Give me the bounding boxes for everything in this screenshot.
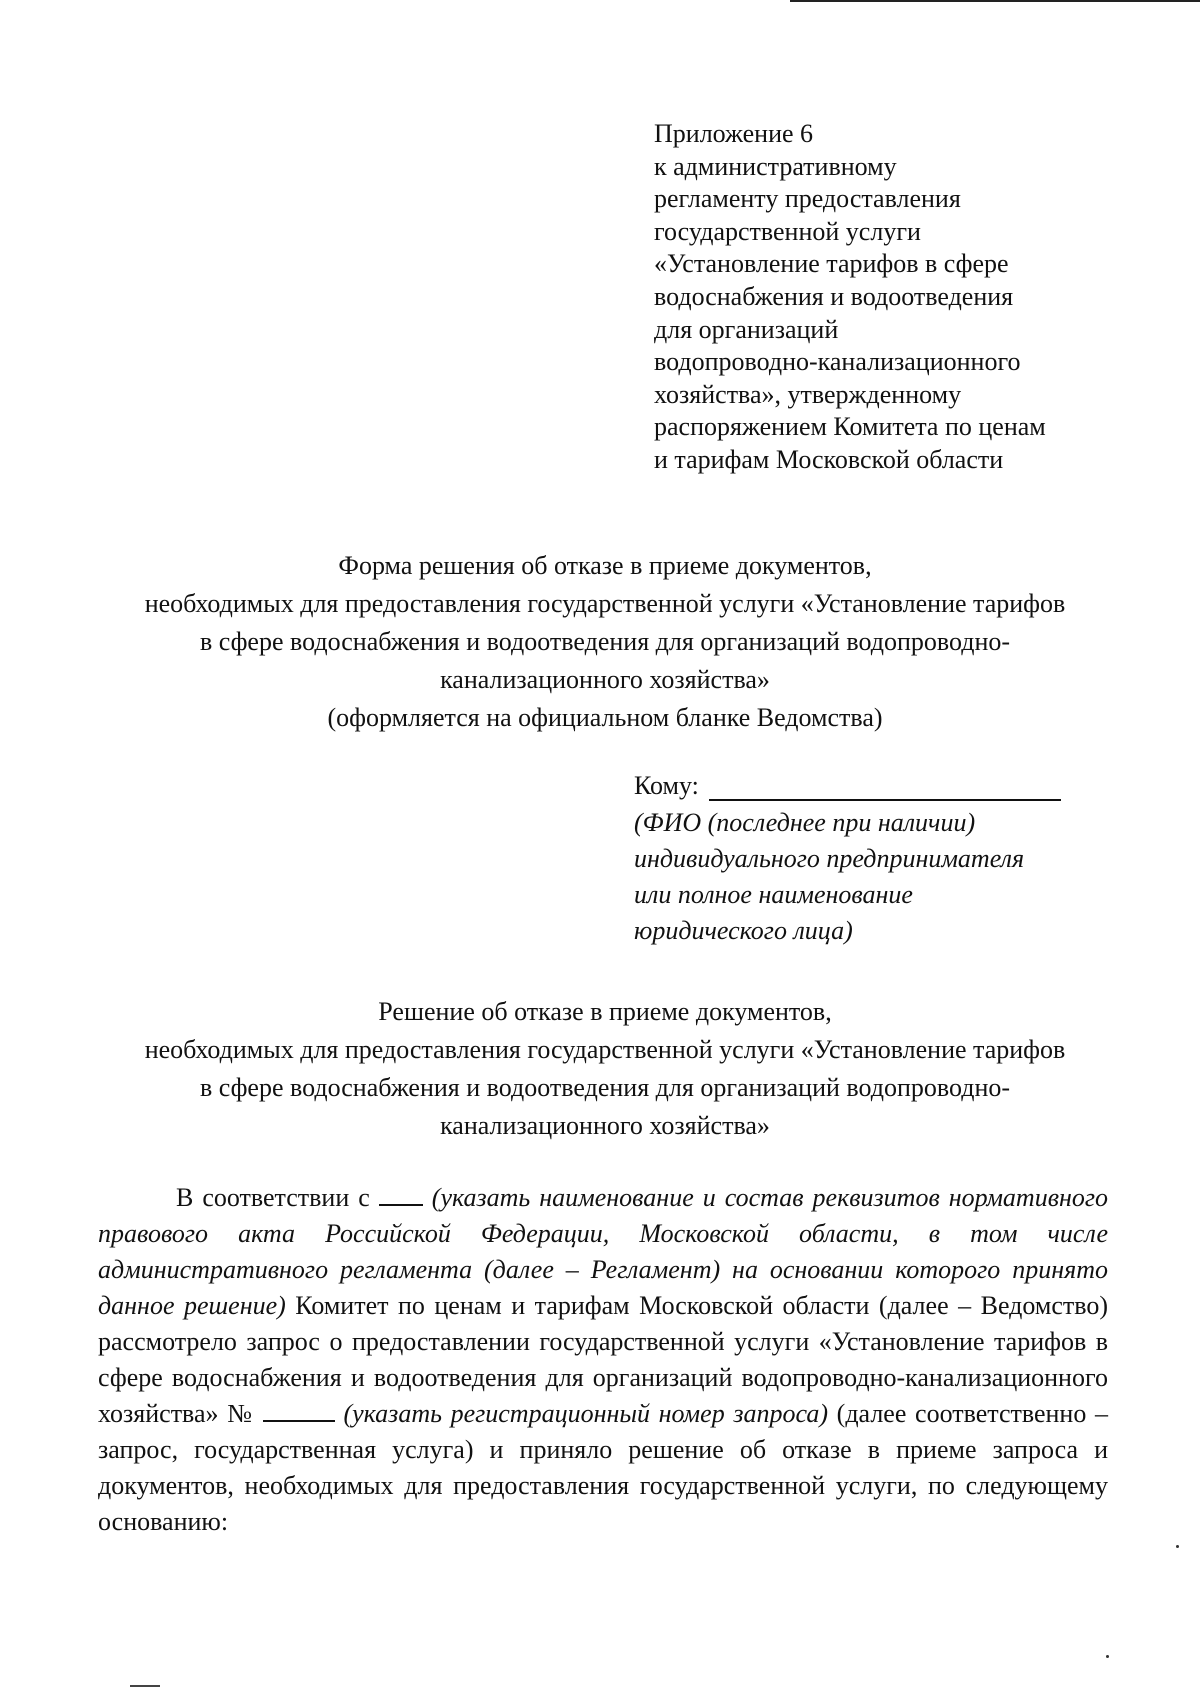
decision-title (60, 993, 1150, 1145)
recipient-label: Кому: (634, 771, 699, 800)
scan-speck (1106, 1655, 1109, 1658)
annex-line: «Установление тарифов в сфере (654, 249, 1009, 279)
annex-line: Приложение 6 (654, 119, 814, 148)
decision-body-paragraph (98, 1180, 1108, 1540)
annex-line: государственной услуги (654, 216, 921, 246)
body-hint-text: (указать наименование и состав реквизитов нормативного правового акта Российской Федерации, Московской области, в том числе административного регламента (далее – Регламент) на основании которого принято данное решение) (98, 1183, 1109, 1320)
annex-line: хозяйства», утвержденному (654, 379, 962, 409)
form-title-line: Форма решения об отказе в приеме документов, (338, 551, 872, 580)
act-blank-line (379, 1182, 423, 1206)
decision-title-line: Решение об отказе в приеме документов, (378, 997, 832, 1026)
body-text-part: (далее соответственно – запрос, государственная услуга) и приняло решение об отказе в приеме запроса и документов, необходимых для предоставления государственной услуги, по следующему основанию: (98, 1399, 1108, 1536)
body-text-part: Комитет по ценам и тарифам Московской области (далее – Ведомство) рассмотрело запрос о предоставлении государственной услуги «Установление тарифов в сфере водоснабжения и водоотведения для организаций водопроводно-канализационного хозяйства» (98, 1291, 1108, 1428)
recipient-note-line: (ФИО (последнее при наличии) (634, 808, 976, 837)
form-title (60, 547, 1150, 737)
recipient-block (634, 767, 1084, 949)
decision-title-line: в сфере водоснабжения и водоотведения для организаций водопроводно- (199, 1073, 1011, 1102)
annex-line: распоряжением Комитета по ценам (654, 412, 1046, 442)
annex-header (654, 118, 1094, 477)
annex-line: водоснабжения и водоотведения (654, 281, 1014, 311)
number-sign: № (227, 1399, 255, 1428)
body-text-part: В соответствии с (176, 1183, 370, 1212)
decision-title-line: канализационного хозяйства» (440, 1111, 770, 1140)
annex-line: для организаций (654, 314, 839, 344)
recipient-blank-line (709, 773, 1061, 801)
scan-speck (1176, 1545, 1179, 1548)
body-hint-text: (указать регистрационный номер запроса) (343, 1399, 829, 1428)
form-title-line: в сфере водоснабжения и водоотведения для организаций водопроводно- (199, 627, 1011, 656)
decision-title-line: необходимых для предоставления государственной услуги «Установление тарифов (144, 1035, 1066, 1064)
annex-line: регламенту предоставления (654, 184, 961, 214)
recipient-note-line: индивидуального предпринимателя (634, 844, 1025, 873)
scan-edge-mark (130, 1685, 160, 1687)
recipient-row (634, 767, 1084, 801)
annex-line: и тарифам Московской области (654, 444, 1004, 474)
annex-line: к административному (654, 151, 897, 181)
recipient-note (634, 805, 1084, 949)
form-title-line: канализационного хозяйства» (440, 665, 770, 694)
recipient-note-line: юридического лица) (634, 916, 853, 945)
request-number-blank-line (263, 1398, 335, 1422)
recipient-note-line: или полное наименование (634, 880, 913, 909)
form-title-line: (оформляется на официальном бланке Ведомства) (327, 703, 883, 732)
scan-edge-line (790, 0, 1200, 2)
form-title-line: необходимых для предоставления государственной услуги «Установление тарифов (144, 589, 1066, 618)
annex-line: водопроводно-канализационного (654, 347, 1021, 377)
